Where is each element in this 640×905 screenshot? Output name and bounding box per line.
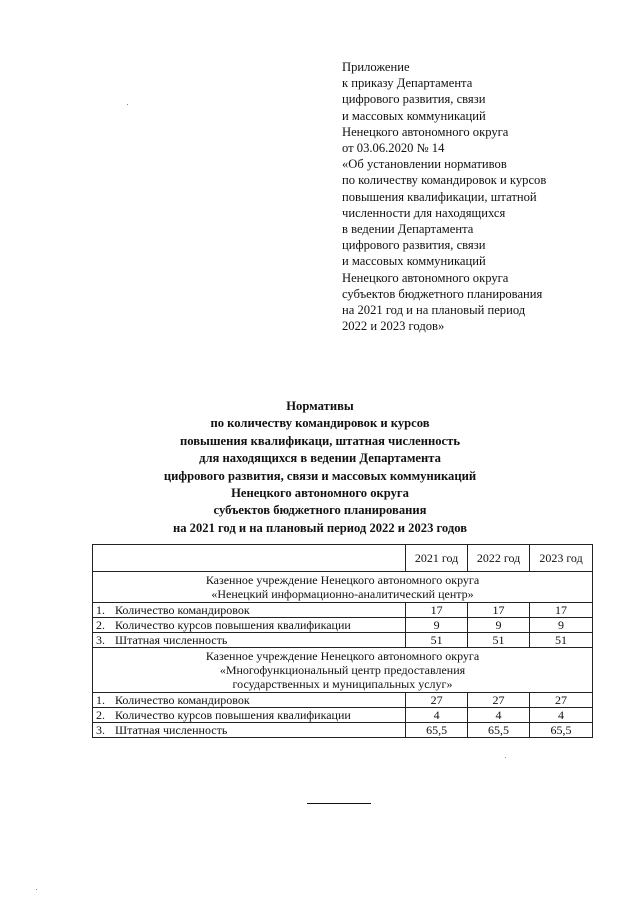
footer-divider <box>307 803 371 804</box>
table-row <box>93 618 593 633</box>
row-label: Штатная численность <box>115 723 228 737</box>
value-cell: 4 <box>530 708 593 723</box>
org-row <box>93 648 593 693</box>
value-cell: 17 <box>530 603 593 618</box>
org-name <box>93 648 593 693</box>
org-name-line: Казенное учреждение Ненецкого автономного округа <box>205 573 480 587</box>
value-cell: 27 <box>468 693 530 708</box>
value-cell: 9 <box>530 618 593 633</box>
row-index: 3. <box>96 723 105 737</box>
row-label: Штатная численность <box>115 633 228 647</box>
value-cell: 27 <box>530 693 593 708</box>
title-line: субъектов бюджетного планирования <box>213 503 427 518</box>
appendix-line: цифрового развития, связи <box>342 92 486 107</box>
year-header: 2023 год <box>530 545 593 572</box>
row-index: 1. <box>96 603 105 617</box>
row-label: Количество курсов повышения квалификации <box>115 708 351 722</box>
row-label-cell <box>93 708 406 723</box>
header-empty-cell <box>93 545 406 572</box>
appendix-line: к приказу Департамента <box>342 76 473 91</box>
appendix-line: цифрового развития, связи <box>342 238 486 253</box>
value-cell: 65,5 <box>530 723 593 738</box>
appendix-block <box>342 59 632 334</box>
row-label-cell <box>93 633 406 648</box>
scan-speck <box>127 104 128 105</box>
row-index: 1. <box>96 693 105 707</box>
row-label-cell <box>93 723 406 738</box>
appendix-line: 2022 и 2023 годов» <box>342 319 445 334</box>
org-name-line: «Многофункциональный центр предоставления <box>219 663 466 677</box>
title-line: цифрового развития, связи и массовых коммуникаций <box>163 468 477 483</box>
title-line: Ненецкого автономного округа <box>231 486 409 501</box>
appendix-line: на 2021 год и на плановый период <box>342 303 526 318</box>
appendix-line: и массовых коммуникаций <box>342 254 486 269</box>
row-index: 2. <box>96 708 105 722</box>
row-label: Количество командировок <box>115 693 250 707</box>
title-line: для находящихся в ведении Департамента <box>199 451 441 466</box>
appendix-line: субъектов бюджетного планирования <box>342 286 543 301</box>
value-cell: 65,5 <box>468 723 530 738</box>
appendix-line: численности для находящихся <box>342 205 506 220</box>
title-line: на 2021 год и на плановый период 2022 и 2023 годов <box>172 520 468 535</box>
table-row <box>93 633 593 648</box>
value-cell: 51 <box>468 633 530 648</box>
row-index: 3. <box>96 633 105 647</box>
year-header: 2021 год <box>406 545 468 572</box>
scan-speck <box>36 889 37 890</box>
year-header: 2022 год <box>468 545 530 572</box>
appendix-line: повышения квалификации, штатной <box>342 189 537 204</box>
appendix-line: Приложение <box>342 60 410 74</box>
value-cell: 51 <box>530 633 593 648</box>
value-cell: 17 <box>468 603 530 618</box>
table-row <box>93 708 593 723</box>
title-line: Нормативы <box>286 399 354 413</box>
value-cell: 17 <box>406 603 468 618</box>
row-label-cell <box>93 693 406 708</box>
table-row <box>93 603 593 618</box>
org-name-line: государственных и муниципальных услуг» <box>232 677 453 691</box>
row-label: Количество командировок <box>115 603 250 617</box>
org-name-line: Казенное учреждение Ненецкого автономного округа <box>205 649 480 663</box>
row-label-cell <box>93 618 406 633</box>
row-label-cell <box>93 603 406 618</box>
table-row <box>93 723 593 738</box>
value-cell: 9 <box>406 618 468 633</box>
org-name <box>93 572 593 603</box>
table-row <box>93 693 593 708</box>
title-line: по количеству командировок и курсов <box>210 416 430 431</box>
appendix-line: «Об установлении нормативов <box>342 157 507 172</box>
value-cell: 27 <box>406 693 468 708</box>
appendix-line: по количеству командировок и курсов <box>342 173 547 188</box>
appendix-line: Ненецкого автономного округа <box>342 124 509 139</box>
table-header-row <box>93 545 593 572</box>
value-cell: 9 <box>468 618 530 633</box>
normatives-table <box>92 544 593 738</box>
value-cell: 4 <box>468 708 530 723</box>
value-cell: 4 <box>406 708 468 723</box>
appendix-line: от 03.06.2020 № 14 <box>342 141 445 156</box>
value-cell: 51 <box>406 633 468 648</box>
row-label: Количество курсов повышения квалификации <box>115 618 351 632</box>
title-line: повышения квалификаци, штатная численность <box>180 433 460 448</box>
document-title <box>0 398 640 537</box>
row-index: 2. <box>96 618 105 632</box>
appendix-line: в ведении Департамента <box>342 222 474 237</box>
org-name-line: «Ненецкий информационно-аналитический центр» <box>211 587 474 601</box>
value-cell: 65,5 <box>406 723 468 738</box>
appendix-line: и массовых коммуникаций <box>342 108 486 123</box>
scan-speck <box>505 757 506 758</box>
appendix-line: Ненецкого автономного округа <box>342 270 509 285</box>
org-row <box>93 572 593 603</box>
